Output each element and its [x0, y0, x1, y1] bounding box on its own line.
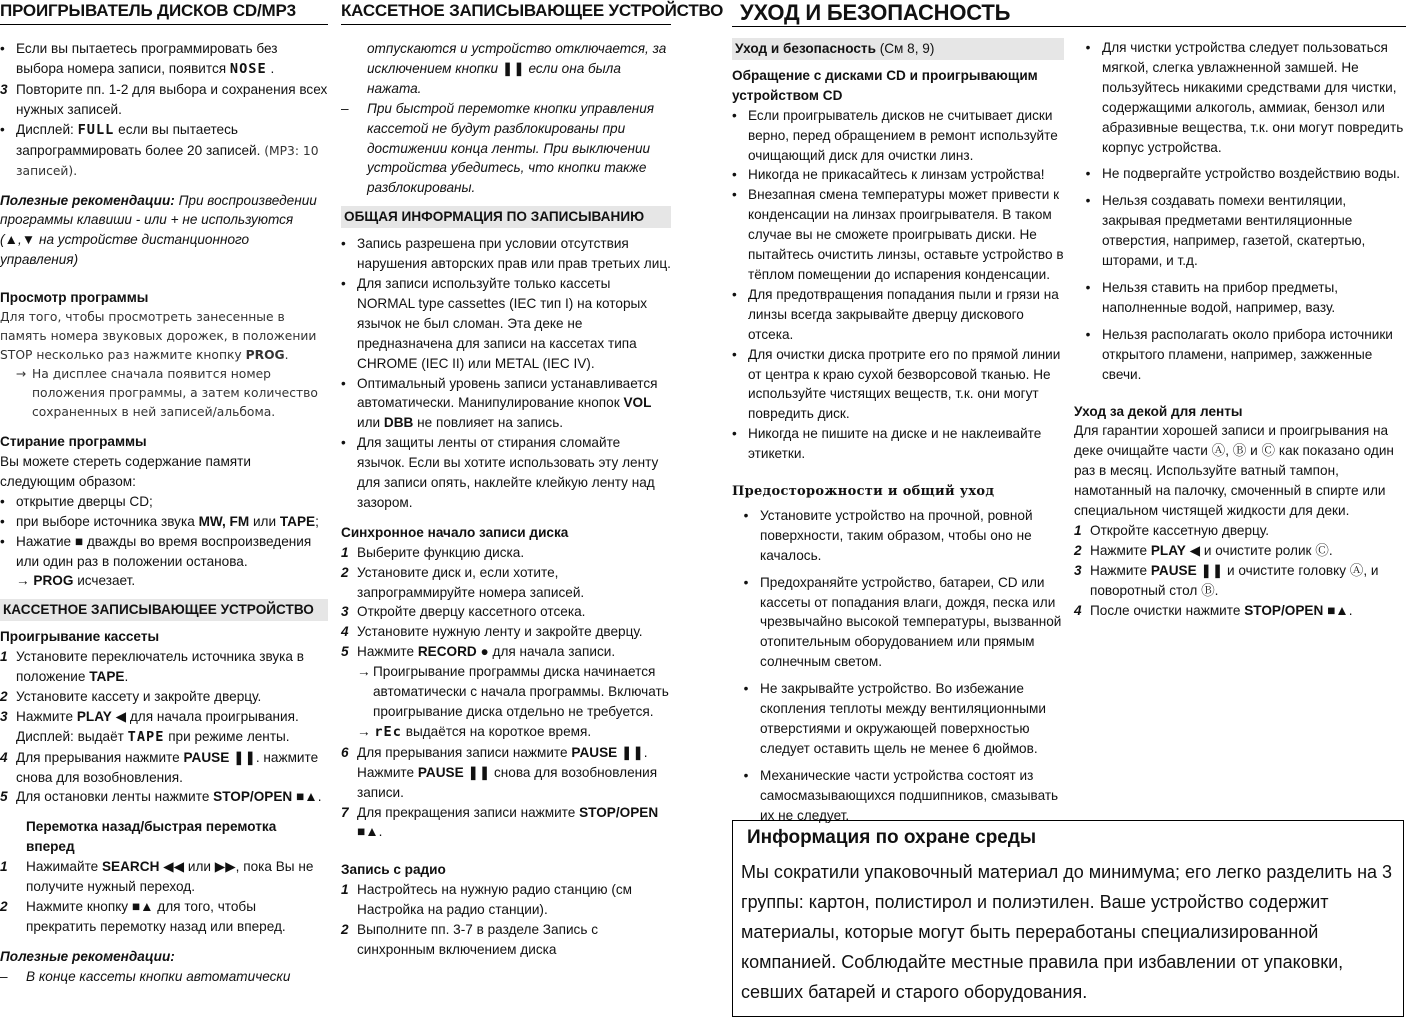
step: 7 Для прекращения записи нажмите STOP/OPEN ■▲.	[341, 804, 659, 840]
subsection-title: Запись с радио	[341, 862, 446, 878]
arrow-note: → Проигрывание программы диска начинается автоматически с начала программы. Включать проигрывание диска отдельно не требуется.	[341, 662, 671, 722]
step: 1 Откройте кассетную дверцу.	[1074, 522, 1270, 538]
list-item: • Запись разрешена при условии отсутствия нарушения авторских прав или прав третьих лиц.	[341, 236, 671, 272]
paragraph: отпускаются и устройство отключается, за исключением кнопки ❚❚ если она была нажата.	[367, 41, 667, 96]
section-header: Уход и безопасность (См 8, 9)	[732, 38, 1064, 60]
list-item: • Оптимальный уровень записи устанавливается автоматически. Манипулирование кнопок VOL или DBB не повлияет на запись.	[341, 375, 658, 431]
list-item: 3 Повторите пп. 1-2 для выбора и сохранения всех нужных записей.	[0, 81, 328, 117]
box-body: Мы сократили упаковочный материал до минимума; его легко разделить на 3 группы: картон, полистирол и полиэтилен. Ваше устройство содержит материалы, которые могут быть переработаны специализированной компанией. Соблюдайте местные правила при избавлении от упаковки, севших батарей и старого оборудования.	[741, 862, 1393, 1002]
subsection-title: Просмотр программы	[0, 290, 149, 306]
tip-paragraph: Полезные рекомендации: При воспроизведении программы клавиши - или + не используются (▲,▼ на устройстве дистанционного управления)	[0, 192, 317, 268]
paragraph: Для того, чтобы просмотреть занесенные в память номера звуковых дорожек, в положении STOP несколько раз нажмите кнопку PROG.	[0, 310, 317, 363]
paragraph: Для гарантии хорошей записи и проигрывания на деке очищайте части Ⓐ, Ⓑ и Ⓒ как показано один раз в месяц. Используйте ватный тампон, намотанный на палочку, смоченный в спирте или специальном чистящей жидкости для деки.	[1074, 423, 1394, 519]
lcd-display: NOSE	[229, 60, 267, 77]
list-item: • при выборе источника звука MW, FM или TAPE;	[0, 513, 319, 529]
list-item: • Для очистки диска протрите его по прямой линии от центра к краю сухой безворсовой тканью. Не используйте чистящих веществ, т.к. они могут повредить диск.	[732, 346, 1061, 422]
step: 4 После очистки нажмите STOP/OPEN ■▲.	[1074, 602, 1353, 618]
box-title: Информация по охране среды	[747, 827, 1037, 848]
arrow-icon: →	[357, 664, 371, 680]
tip-title: Полезные рекомендации:	[0, 948, 175, 964]
list-item: • Если вы пытаетесь программировать без выбора номера записи, появится NOSE .	[0, 41, 278, 77]
list-item: • Установите устройство на прочной, ровной поверхности, таким образом, чтобы оно не качалось.	[743, 507, 1033, 563]
list-item: • Не подвергайте устройство воздействию воды.	[1085, 166, 1401, 182]
step: 4 Установите нужную ленту и закройте дверцу.	[341, 624, 643, 640]
section-header: ОБЩАЯ ИНФОРМАЦИЯ ПО ЗАПИСЫВАНИЮ	[341, 206, 671, 228]
list-item: • Нельзя создавать помехи вентиляции, закрывая предметами вентиляционные отверстия, например, газетой, скатертью, шторами, и т.д.	[1085, 193, 1366, 269]
section-header: ПРОИГРЫВАТЕЛЬ ДИСКОВ CD/MP3	[0, 0, 328, 25]
step: 2 Нажмите кнопку ■▲ для того, чтобы прекратить перемотку назад или вперед.	[0, 899, 286, 934]
column-2	[341, 0, 724, 960]
list-item: • Не закрывайте устройство. Во избежание скопления теплоты между вентиляционными отверстиями и окружающей поверхностью следует оставить щель не менее 6 дюймов.	[743, 681, 1046, 756]
list-item: • Внезапная смена температуры может привести к конденсации на линзах проигрывателя. В таком случае вы не сможете проигрывать диски. Не пытайтесь очистить линзы, оставьте устройство в тёплом помещении до испарения конденсации.	[732, 187, 1064, 282]
list-item: • Нажатие ■ дважды во время воспроизведения или один раз в положении останова.	[0, 533, 312, 569]
list-item: • Нельзя ставить на прибор предметы, наполненные водой, например, вазу.	[1085, 279, 1339, 315]
arrow-icon: →	[16, 367, 27, 382]
section-header: КАССЕТНОЕ ЗАПИСЫВАЮЩЕЕ УСТРОЙСТВО	[0, 599, 328, 621]
arrow-note: → PROG исчезает.	[16, 573, 136, 589]
list-item: • Для предотвращения попадания пыли и грязи на линзы всегда закрывайте дверцу дискового отсека.	[732, 286, 1059, 342]
subsection-title: Уход за декой для ленты	[1074, 403, 1243, 419]
step: 4 Для прерывания нажмите PAUSE ❚❚. нажмите снова для возобновления.	[0, 749, 319, 785]
step: 6 Для прерывания записи нажмите PAUSE ❚❚. Нажмите PAUSE ❚❚ снова для возобновления записи.	[341, 744, 658, 800]
step: 1 Нажимайте SEARCH ◀◀ или ▶▶, пока Вы не получите нужный переход.	[0, 859, 314, 895]
subsection-title: Проигрывание кассеты	[0, 629, 160, 645]
lcd-display: TAPE	[127, 728, 165, 745]
step: 2 Нажмите PLAY ◀ и очистите ролик Ⓒ.	[1074, 542, 1333, 558]
subsection-title: Синхронное начало записи диска	[341, 524, 569, 540]
subsection-title: Обращение с дисками CD и проигрывающим устройством CD	[732, 67, 1038, 103]
arrow-icon: →	[357, 723, 371, 739]
subsection-title: Стирание программы	[0, 434, 147, 450]
arrow-note: → rEc выдаётся на короткое время.	[357, 723, 592, 740]
tip-item: – При быстрой перемотке кнопки управления кассетой не будут разблокированы при достижении конца ленты. При выключении устройства убедитесь, что кнопки также разблокированы.	[341, 100, 655, 196]
list-item: • Механические части устройства состоят из самосмазывающихся подшипников, смазывать их не следует.	[743, 767, 1059, 823]
lcd-display: FULL	[77, 121, 115, 138]
page-title: УХОД И БЕЗОПАСНОСТЬ	[732, 0, 1406, 27]
step: 5 Нажмите RECORD ● для начала записи.	[341, 644, 616, 660]
step: 2 Установите кассету и закройте дверцу.	[0, 688, 262, 704]
column-4	[1074, 38, 1406, 620]
list-item: • Предохраняйте устройство, батареи, CD или кассеты от попадания влаги, дождя, песка или чрезвычайно высокой температуры, вызванной отопительным оборудованием или прямым солнечным светом.	[743, 574, 1062, 670]
step: 3 Откройте дверцу кассетного отсека.	[341, 604, 586, 620]
step: 2 Установите диск и, если хотите, запрограммируйте номера записей.	[341, 564, 585, 600]
arrow-note: → На дисплее сначала появится номер положения программы, а затем количество сохраненных в ней записей/альбома.	[0, 365, 328, 422]
step: 1 Настройтесь на нужную радио станцию (см Настройка на радио станции).	[341, 882, 633, 918]
step: 2 Выполните пп. 3-7 в разделе Запись с синхронным включением диска	[341, 922, 598, 957]
list-item: • Нельзя располагать около прибора источники открытого пламени, например, зажженные свечи.	[1085, 326, 1393, 382]
subsection-title: Перемотка назад/быстрая перемотка вперед	[26, 819, 277, 855]
section-header: КАССЕТНОЕ ЗАПИСЫВАЮЩЕЕ УСТРОЙСТВО	[341, 0, 671, 25]
lcd-display: rEc	[374, 723, 402, 740]
column-3	[732, 38, 1064, 833]
list-item: • Для чистки устройства следует пользоваться мягкой, слегка увлажненной замшей. Не пользуйтесь никакими средствами для чистки, содержащими алкоголь, аммиак, бензол или абразивные вещества, т.к. они могут повредить корпус устройства.	[1085, 40, 1404, 155]
list-item: • Дисплей: FULL если вы пытаетесь запрограммировать более 20 записей. (MP3: 10 записей).	[0, 121, 319, 178]
tip-item: – В конце кассеты кнопки автоматически	[0, 968, 291, 984]
arrow-icon: →	[16, 573, 30, 589]
list-item: • Для записи используйте только кассеты NORMAL type cassettes (IEC тип I) на которых язычок не был сломан. Эта деке не предназначена для записи на кассетах типа CHROME (IEC II) или METAL (IEC IV).	[341, 275, 648, 371]
step: 3 Нажмите PLAY ◀ для начала проигрывания. Дисплей: выдаёт TAPE при режиме ленты.	[0, 708, 299, 745]
column-1	[0, 0, 328, 987]
step: 1 Выберите функцию диска.	[341, 544, 525, 560]
list-item: • открытие дверцы CD;	[0, 493, 153, 509]
step: 1 Установите переключатель источника звука в положение TAPE.	[0, 649, 304, 685]
list-item: • Для защиты ленты от стирания сломайте язычок. Если вы хотите использовать эту ленту для записи опять, наклейте клейкую ленту над зазором.	[341, 435, 659, 510]
step: 5 Для остановки ленты нажмите STOP/OPEN ■▲.	[0, 789, 322, 805]
step: 3 Нажмите PAUSE ❚❚ и очистите головку Ⓐ, и поворотный стол Ⓑ.	[1074, 562, 1379, 598]
subsection-title: Предосторожности и общий уход	[732, 484, 995, 500]
list-item: • Никогда не прикасайтесь к линзам устройства!	[732, 167, 1045, 183]
paragraph: Вы можете стереть содержание памяти следующим образом:	[0, 453, 251, 489]
list-item: • Если проигрыватель дисков не считывает диски верно, перед обращением в ремонт используйте очищающий диск для очистки линз.	[732, 107, 1058, 163]
list-item: • Никогда не пишите на диске и не наклеивайте этикетки.	[732, 426, 1042, 462]
environment-info-box	[732, 820, 1404, 1017]
